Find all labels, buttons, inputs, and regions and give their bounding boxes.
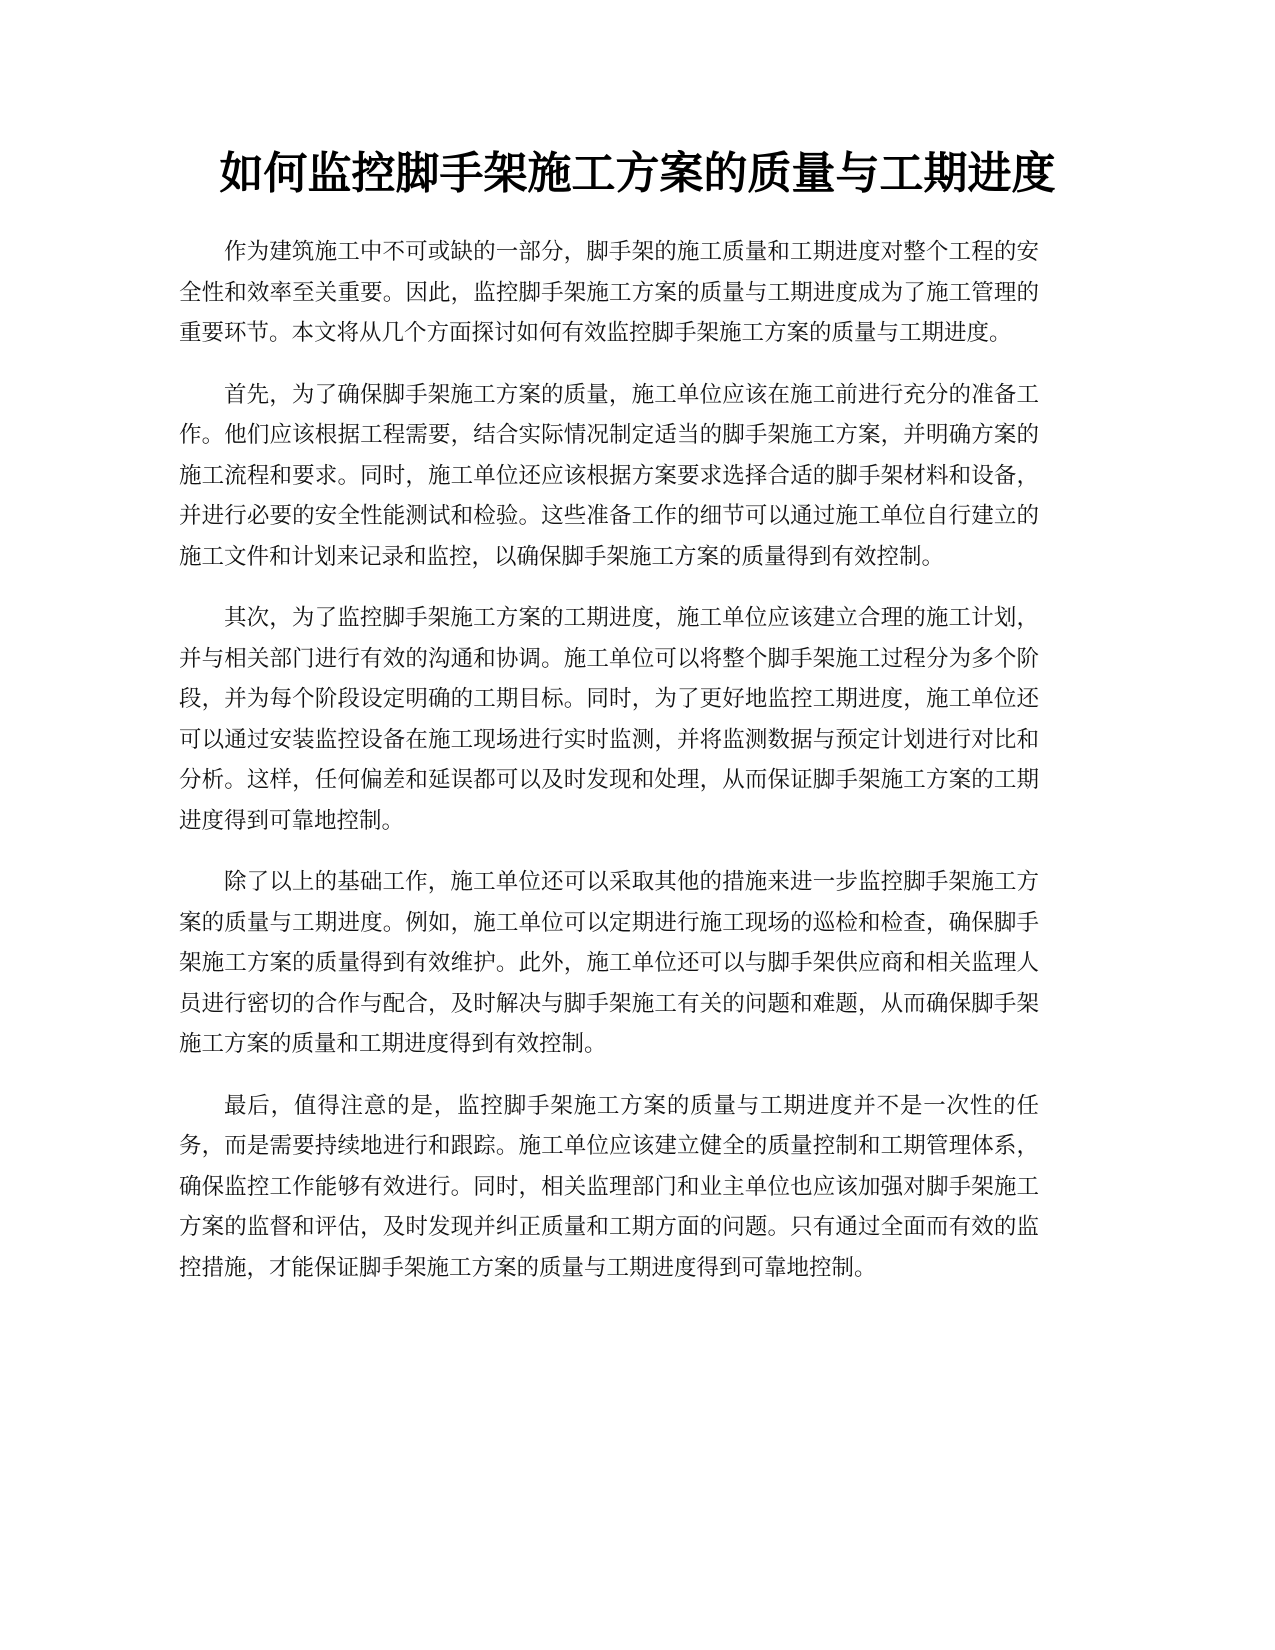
paragraph-additional-measures: 除了以上的基础工作，施工单位还可以采取其他的措施来进一步监控脚手架施工方案的质量与工期进度。例如，施工单位可以定期进行施工现场的巡检和检查，确保脚手架施工方案的质量得到有效维护。此外，施工单位还可以与脚手架供应商和相关监理人员进行密切的合作与配合，及时解决与脚手架施工有关的问题和难题，从而确保脚手架施工方案的质量和工期进度得到有效控制。	[179, 869, 1039, 1057]
paragraph-quality-preparation: 首先，为了确保脚手架施工方案的质量，施工单位应该在施工前进行充分的准备工作。他们应该根据工程需要，结合实际情况制定适当的脚手架施工方案，并明确方案的施工流程和要求。同时，施工单位还应该根据方案要求选择合适的脚手架材料和设备，并进行必要的安全性能测试和检验。这些准备工作的细节可以通过施工单位自行建立的施工文件和计划来记录和监控，以确保脚手架施工方案的质量得到有效控制。	[179, 381, 1039, 570]
paragraph-conclusion: 最后，值得注意的是，监控脚手架施工方案的质量与工期进度并不是一次性的任务，而是需要持续地进行和跟踪。施工单位应该建立健全的质量控制和工期管理体系，确保监控工作能够有效进行。同时，相关监理部门和业主单位也应该加强对脚手架施工方案的监督和评估，及时发现并纠正质量和工期方面的问题。只有通过全面而有效的监控措施，才能保证脚手架施工方案的质量与工期进度得到可靠地控制。	[179, 1092, 1039, 1281]
paragraph-intro: 作为建筑施工中不可或缺的一部分，脚手架的施工质量和工期进度对整个工程的安全性和效率至关重要。因此，监控脚手架施工方案的质量与工期进度成为了施工管理的重要环节。本文将从几个方面探讨如何有效监控脚手架施工方案的质量与工期进度。	[179, 239, 1039, 346]
document-body	[179, 232, 1039, 1309]
document-title: 如何监控脚手架施工方案的质量与工期进度	[219, 148, 1056, 199]
paragraph-schedule-monitoring: 其次，为了监控脚手架施工方案的工期进度，施工单位应该建立合理的施工计划，并与相关部门进行有效的沟通和协调。施工单位可以将整个脚手架施工过程分为多个阶段，并为每个阶段设定明确的工期目标。同时，为了更好地监控工期进度，施工单位还可以通过安装监控设备在施工现场进行实时监测，并将监测数据与预定计划进行对比和分析。这样，任何偏差和延误都可以及时发现和处理，从而保证脚手架施工方案的工期进度得到可靠地控制。	[179, 605, 1039, 834]
